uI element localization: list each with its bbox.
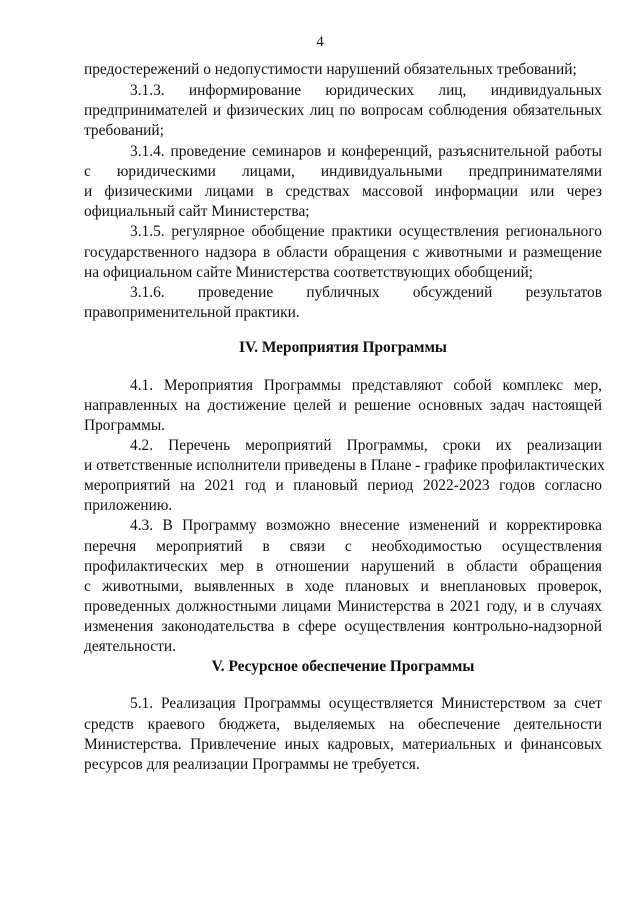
text-line: и физическими лицами в средствах массовой информации или через xyxy=(84,183,602,200)
text-line: средств краевого бюджета, выделяемых на обеспечение деятельности xyxy=(84,716,602,733)
text-line: деятельности. xyxy=(84,638,176,655)
text-line: проведенных должностными лицами Министерства в 2021 году, и в случаях xyxy=(84,598,602,615)
text-line: перечня мероприятий в связи с необходимостью осуществления xyxy=(84,538,602,555)
section-heading: IV. Мероприятия Программы xyxy=(239,339,447,356)
text-line: направленных на достижение целей и решение основных задач настоящей xyxy=(84,397,602,414)
text-line: правоприменительной практики. xyxy=(84,304,300,321)
text-line: 3.1.6. проведение публичных обсуждений результатов xyxy=(130,284,602,301)
text-line: 4.2. Перечень мероприятий Программы, сроки их реализации xyxy=(130,437,602,454)
page-number: 4 xyxy=(316,34,324,50)
text-line: профилактических мер в отношении нарушений в области обращения xyxy=(84,558,602,575)
text-line: изменения законодательства в сфере осуществления контрольно-надзорной xyxy=(84,618,602,635)
text-line: государственного надзора в области обращения с животными и размещение xyxy=(84,244,602,261)
text-line: Министерства. Привлечение иных кадровых, материальных и финансовых xyxy=(84,736,602,753)
text-line: и ответственные исполнители приведены в Плане - графике профилактических xyxy=(84,457,605,474)
text-line: ресурсов для реализации Программы не требуется. xyxy=(84,756,420,773)
text-line: с животными, выявленных в ходе плановых и внеплановых проверок, xyxy=(84,578,602,595)
text-line: мероприятий на 2021 год и плановый период 2022-2023 годов согласно xyxy=(84,477,602,494)
text-line: Программы. xyxy=(84,417,166,434)
text-line: требований; xyxy=(84,122,164,139)
text-line: 4.3. В Программу возможно внесение изменений и корректировка xyxy=(130,517,602,534)
text-line: приложению. xyxy=(84,497,173,514)
text-line: предостережений о недопустимости нарушений обязательных требований; xyxy=(84,61,577,78)
text-line: с юридическими лицами, индивидуальными предпринимателями xyxy=(84,163,602,180)
text-line: 3.1.4. проведение семинаров и конференций, разъяснительной работы xyxy=(130,143,602,160)
text-line: предпринимателей и физических лиц по вопросам соблюдения обязательных xyxy=(84,102,602,119)
text-line: на официальном сайте Министерства соответствующих обобщений; xyxy=(84,264,533,281)
text-line: 4.1. Мероприятия Программы представляют собой комплекс мер, xyxy=(130,377,602,394)
text-line: 3.1.3. информирование юридических лиц, индивидуальных xyxy=(130,82,602,99)
text-line: официальный сайт Министерства; xyxy=(84,203,310,220)
section-heading: V. Ресурсное обеспечение Программы xyxy=(211,658,475,675)
text-line: 3.1.5. регулярное обобщение практики осуществления регионального xyxy=(130,223,602,240)
text-line: 5.1. Реализация Программы осуществляется Министерством за счет xyxy=(130,695,602,712)
